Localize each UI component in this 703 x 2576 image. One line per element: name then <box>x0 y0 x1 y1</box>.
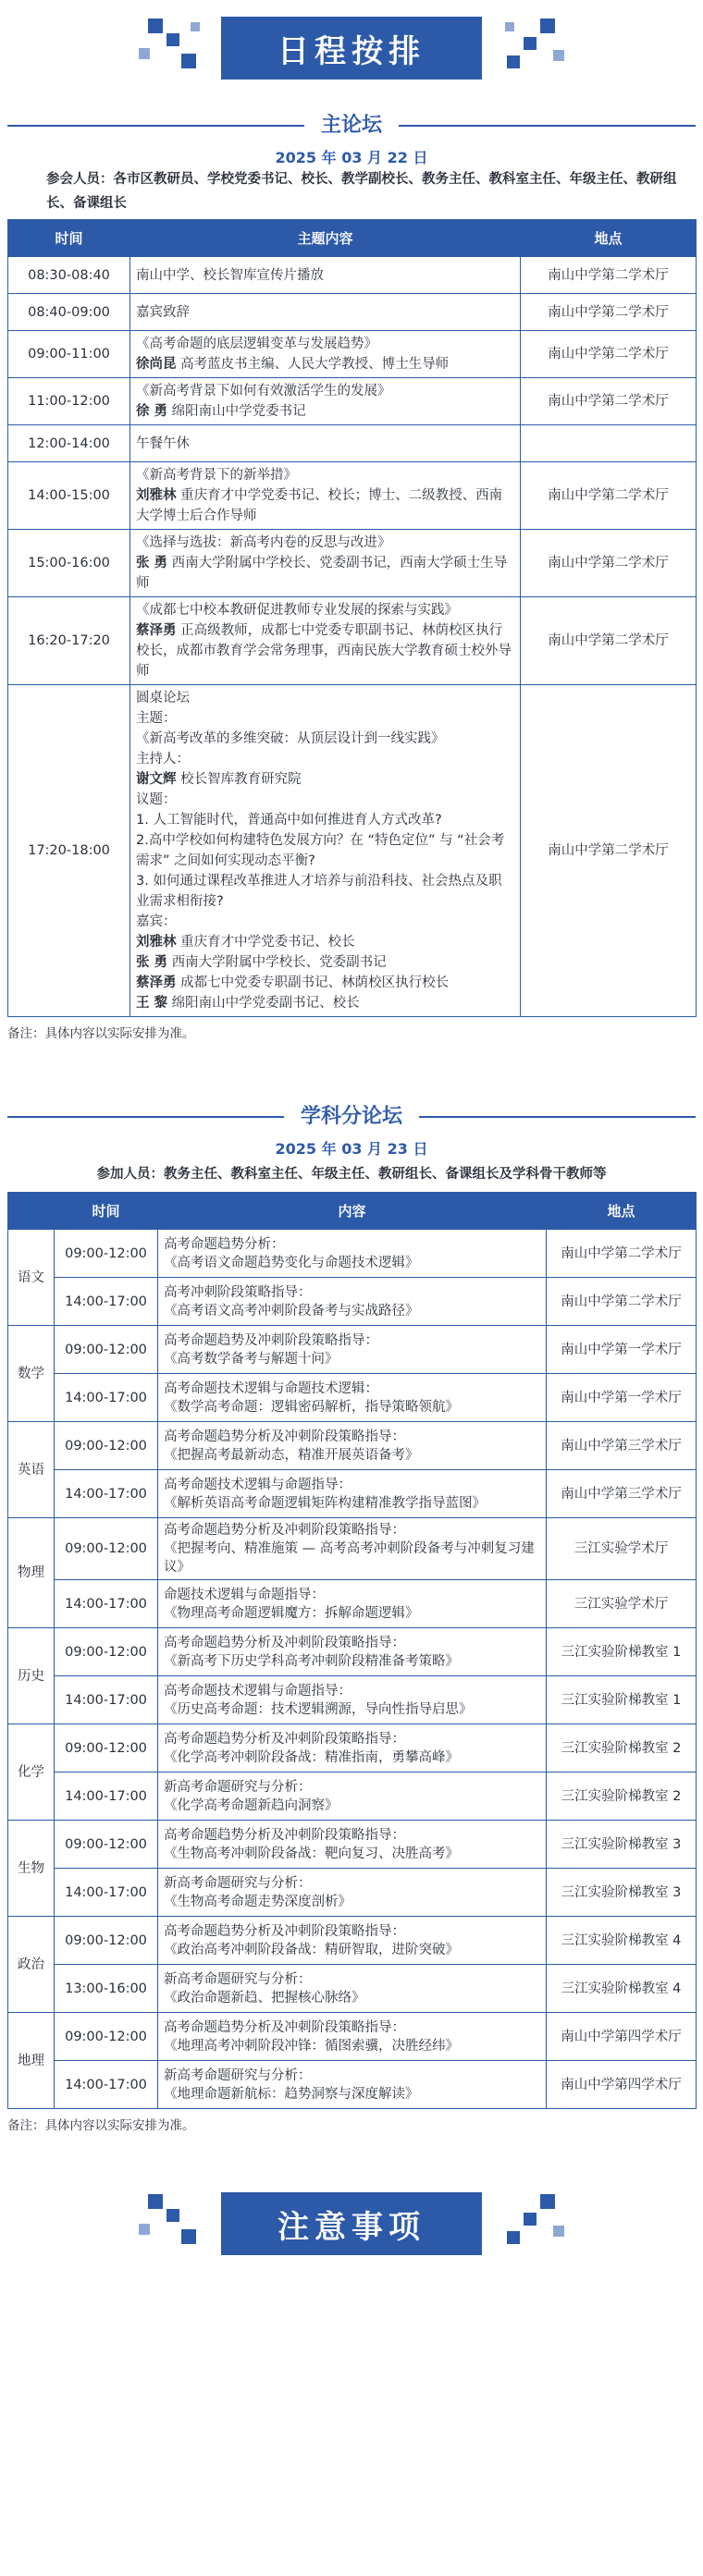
content-line: 新高考命题研究与分析： <box>164 1779 312 1795</box>
row-content <box>130 462 521 530</box>
row-place: 南山中学第二学术厅 <box>547 1278 697 1326</box>
content-line: 《解析英语高考命题逻辑矩阵构建精准教学指导蓝图》 <box>164 1495 486 1511</box>
row-time: 08:40-09:00 <box>8 294 130 331</box>
table-row <box>8 1422 697 1470</box>
table-row <box>8 257 697 294</box>
subject-name: 地理 <box>8 2013 55 2109</box>
header-subject <box>8 1193 55 1230</box>
row-time: 09:00-12:00 <box>55 1821 158 1869</box>
content-line: 《新高考下历史学科高考冲刺阶段精准备考策略》 <box>164 1653 459 1669</box>
content-line: 《把握高考最新动态，精准开展英语备考》 <box>164 1447 419 1463</box>
content-line <box>136 749 514 769</box>
row-place: 南山中学第二学术厅 <box>547 1230 697 1278</box>
table-row <box>8 1470 697 1518</box>
content-line: 新高考命题研究与分析： <box>164 1875 312 1891</box>
speaker-name: 谢文辉 <box>136 772 177 787</box>
table-row <box>8 1773 697 1821</box>
row-time: 14:00-17:00 <box>55 1676 158 1724</box>
content-line: 高考命题技术逻辑与命题技术逻辑： <box>164 1380 378 1396</box>
content-line: 《政治高考冲刺阶段备战：精研智取，进阶突破》 <box>164 1942 459 1957</box>
subject-name: 数学 <box>8 1326 55 1422</box>
row-place: 南山中学第一学术厅 <box>547 1374 697 1422</box>
row-place: 南山中学第四学术厅 <box>547 2013 697 2061</box>
content-line: 《高考语文命题趋势变化与命题技术逻辑》 <box>164 1255 419 1270</box>
header-content: 内容 <box>158 1193 547 1230</box>
row-place: 三江实验阶梯教室 3 <box>547 1869 697 1917</box>
content-line <box>136 769 514 790</box>
row-place: 三江实验阶梯教室 2 <box>547 1773 697 1821</box>
subject-name: 政治 <box>8 1917 55 2013</box>
sub-forum-title: 学科分论坛 <box>284 1100 419 1129</box>
content-line: 《生物高考命题走势深度剖析》 <box>164 1894 352 1909</box>
row-content <box>158 1917 547 1965</box>
header-time: 时间 <box>55 1193 158 1230</box>
row-place: 南山中学第二学术厅 <box>521 331 697 378</box>
row-place: 南山中学第二学术厅 <box>521 257 697 294</box>
line-text: 《新高考背景下如何有效激活学生的发展》 <box>136 384 391 399</box>
banner-bottom-title: 注意事项 <box>221 2192 482 2255</box>
table-row <box>8 294 697 331</box>
table-row <box>8 1965 697 2013</box>
row-time: 09:00-12:00 <box>55 1724 158 1773</box>
row-time: 08:30-08:40 <box>8 257 130 294</box>
row-content <box>158 1374 547 1422</box>
content-line <box>136 688 514 708</box>
line-text: 议题： <box>136 792 177 807</box>
content-line: 《物理高考命题逻辑魔方：拆解命题逻辑》 <box>164 1605 419 1621</box>
table-row <box>8 2013 697 2061</box>
row-content <box>158 1518 547 1580</box>
line-text: 西南大学附属中学校长、党委副书记 <box>171 955 387 970</box>
content-line <box>136 973 514 993</box>
header-content: 主题内容 <box>130 220 521 257</box>
main-forum-heading <box>0 105 703 146</box>
speaker-name: 王 黎 <box>136 996 168 1011</box>
content-line: 新高考命题研究与分析： <box>164 2067 312 2083</box>
speaker-name: 刘雅林 <box>136 488 177 503</box>
subject-name: 生物 <box>8 1821 55 1917</box>
row-place: 三江实验阶梯教室 4 <box>547 1917 697 1965</box>
content-line <box>136 485 514 526</box>
row-content <box>158 2013 547 2061</box>
row-place: 南山中学第三学术厅 <box>547 1422 697 1470</box>
subject-name: 化学 <box>8 1724 55 1821</box>
row-time: 09:00-12:00 <box>55 2013 158 2061</box>
sub-forum-participants: 参加人员：教务主任、教科室主任、年级主任、教研组长、备课组长及学科骨干教师等 <box>96 1167 607 1182</box>
row-time: 09:00-12:00 <box>55 1628 158 1676</box>
table-row <box>8 1724 697 1773</box>
content-line: 高考冲刺阶段策略指导： <box>164 1284 312 1300</box>
row-place <box>521 425 697 462</box>
table-row <box>8 1821 697 1869</box>
table-row <box>8 1230 697 1278</box>
row-place: 南山中学第二学术厅 <box>521 685 697 1017</box>
row-content <box>158 1278 547 1326</box>
row-place: 南山中学第四学术厅 <box>547 2061 697 2109</box>
speaker-name: 徐尚昆 <box>136 357 177 372</box>
table-row <box>8 1374 697 1422</box>
row-time: 15:00-16:00 <box>8 530 130 597</box>
content-line <box>136 533 514 553</box>
row-place: 三江实验阶梯教室 3 <box>547 1821 697 1869</box>
content-line <box>136 381 514 401</box>
row-content <box>158 1230 547 1278</box>
subject-name: 物理 <box>8 1518 55 1628</box>
row-time: 09:00-12:00 <box>55 1917 158 1965</box>
main-forum-date: 2025 年 03 月 22 日 <box>275 149 428 166</box>
line-text: 成都七中党委专职副书记、林荫校区执行校长 <box>180 975 450 990</box>
row-place: 南山中学第三学术厅 <box>547 1470 697 1518</box>
row-time: 09:00-12:00 <box>55 1326 158 1374</box>
content-line <box>136 952 514 973</box>
content-line: 新高考命题研究与分析： <box>164 1971 312 1987</box>
main-forum-table <box>7 219 697 1017</box>
content-line <box>136 790 514 810</box>
banner-top <box>0 0 703 80</box>
row-content <box>130 257 521 294</box>
content-line: 《地理高考冲刺阶段冲锋：循图索骥，决胜经纬》 <box>164 2038 459 2054</box>
row-time: 14:00-17:00 <box>55 1580 158 1628</box>
speaker-name: 张 勇 <box>136 955 168 970</box>
row-content <box>130 294 521 331</box>
row-content <box>158 1628 547 1676</box>
content-line: 《历史高考命题：技术逻辑溯源，导向性指导启思》 <box>164 1701 473 1717</box>
content-line <box>136 729 514 749</box>
content-line: 高考命题趋势及冲刺阶段策略指导： <box>164 1332 378 1348</box>
content-line <box>136 354 514 374</box>
row-place: 南山中学第二学术厅 <box>521 294 697 331</box>
sub-forum-heading <box>0 1097 703 1137</box>
line-text: 嘉宾致辞 <box>136 304 190 320</box>
table-row <box>8 597 697 685</box>
line-text: 绵阳南山中学党委副书记、校长 <box>171 996 360 1011</box>
line-text: 1. 人工智能时代，普通高中如何推进育人方式改革? <box>136 813 442 828</box>
content-line: 高考命题趋势分析及冲刺阶段策略指导： <box>164 1429 405 1444</box>
row-time: 14:00-17:00 <box>55 1374 158 1422</box>
row-time: 14:00-17:00 <box>55 1470 158 1518</box>
table-row <box>8 1917 697 1965</box>
content-line: 《数学高考命题：逻辑密码解析，指导策略领航》 <box>164 1399 459 1415</box>
content-line <box>136 810 514 830</box>
row-place: 三江实验阶梯教室 1 <box>547 1676 697 1724</box>
content-line <box>136 553 514 594</box>
main-forum-title: 主论坛 <box>304 109 399 138</box>
row-content <box>130 331 521 378</box>
sub-forum-date: 2025 年 03 月 23 日 <box>275 1140 428 1158</box>
content-line: 高考命题趋势分析及冲刺阶段策略指导： <box>164 1923 405 1939</box>
line-text: 3. 如何通过课程改革推进人才培养与前沿科技、社会热点及职业需求相衔接? <box>136 874 502 909</box>
main-forum-participants: 参会人员：各市区教研员、学校党委书记、校长、教学副校长、教务主任、教科室主任、年级主任、教研组长、备课组长 <box>46 172 677 211</box>
speaker-name: 蔡泽勇 <box>136 975 177 990</box>
row-content <box>130 597 521 685</box>
row-time: 14:00-17:00 <box>55 2061 158 2109</box>
line-text: 绵阳南山中学党委书记 <box>171 404 306 419</box>
content-line: 高考命题趋势分析及冲刺阶段策略指导： <box>164 1827 405 1843</box>
row-content <box>158 1580 547 1628</box>
subject-name: 历史 <box>8 1628 55 1724</box>
row-place: 南山中学第二学术厅 <box>521 378 697 425</box>
line-text: 主持人： <box>136 752 190 767</box>
line-text: 《新高考改革的多维突破：从顶层设计到一线实践》 <box>136 731 445 746</box>
subject-name: 英语 <box>8 1422 55 1518</box>
row-place: 三江实验学术厅 <box>547 1580 697 1628</box>
table-row <box>8 1518 697 1580</box>
table-row <box>8 1580 697 1628</box>
table-row <box>8 1326 697 1374</box>
content-line: 高考命题趋势分析及冲刺阶段策略指导： <box>164 2019 405 2035</box>
content-line: 命题技术逻辑与命题指导： <box>164 1587 325 1602</box>
table-row <box>8 1869 697 1917</box>
row-time: 16:20-17:20 <box>8 597 130 685</box>
content-line <box>136 600 514 620</box>
content-line <box>136 830 514 871</box>
speaker-name: 蔡泽勇 <box>136 623 177 638</box>
row-time: 13:00-16:00 <box>55 1965 158 2013</box>
table-row <box>8 685 697 1017</box>
content-line: 《生物高考冲刺阶段备战：靶向复习、决胜高考》 <box>164 1846 459 1861</box>
row-place: 三江实验阶梯教室 4 <box>547 1965 697 2013</box>
row-place: 三江实验学术厅 <box>547 1518 697 1580</box>
row-content <box>158 1773 547 1821</box>
content-line <box>136 912 514 932</box>
content-line: 《化学高考冲刺阶段备战：精准指南，勇攀高峰》 <box>164 1749 459 1765</box>
content-line <box>136 932 514 952</box>
table-row <box>8 1628 697 1676</box>
row-content <box>158 1422 547 1470</box>
row-time: 11:00-12:00 <box>8 378 130 425</box>
content-line <box>136 465 514 485</box>
line-text: 圆桌论坛 <box>136 691 190 705</box>
table-row <box>8 331 697 378</box>
row-content <box>158 1724 547 1773</box>
row-content <box>158 1965 547 2013</box>
table-row <box>8 1676 697 1724</box>
row-place: 三江实验阶梯教室 1 <box>547 1628 697 1676</box>
content-line: 《高考数学备考与解题十问》 <box>164 1351 339 1367</box>
content-line: 高考命题趋势分析： <box>164 1236 285 1252</box>
content-line <box>136 401 514 422</box>
sub-forum-note: 备注：具体内容以实际安排为准。 <box>7 2118 195 2133</box>
line-text: 《选择与选拔：新高考内卷的反思与改进》 <box>136 535 391 550</box>
header-place: 地点 <box>521 220 697 257</box>
table-row <box>8 2061 697 2109</box>
row-content <box>130 378 521 425</box>
content-line: 《高考语文高考冲刺阶段备考与实战路径》 <box>164 1303 419 1319</box>
row-time: 12:00-14:00 <box>8 425 130 462</box>
row-place: 南山中学第一学术厅 <box>547 1326 697 1374</box>
row-place: 南山中学第二学术厅 <box>521 530 697 597</box>
row-time: 14:00-17:00 <box>55 1773 158 1821</box>
line-text: 南山中学、校长智库宣传片播放 <box>136 267 324 283</box>
line-text: 午餐午休 <box>136 435 190 451</box>
content-line <box>136 620 514 681</box>
line-text: 《新高考背景下的新举措》 <box>136 468 297 483</box>
content-line <box>136 434 514 454</box>
row-time: 09:00-12:00 <box>55 1422 158 1470</box>
table-row <box>8 462 697 530</box>
line-text: 西南大学附属中学校长、党委副书记，西南大学硕士生导师 <box>136 556 508 591</box>
row-time: 14:00-17:00 <box>55 1278 158 1326</box>
banner-top-title: 日程按排 <box>221 17 482 80</box>
line-text: 嘉宾： <box>136 914 177 929</box>
speaker-name: 刘雅林 <box>136 935 177 950</box>
content-line: 高考命题趋势分析及冲刺阶段策略指导： <box>164 1523 405 1538</box>
content-line <box>136 708 514 729</box>
line-text: 主题： <box>136 711 177 726</box>
content-line: 高考命题技术逻辑与命题指导： <box>164 1477 352 1492</box>
line-text: 2.高中学校如何构建特色发展方向？在 “特色定位” 与 “社会考需求” 之间如何实现动态平衡? <box>136 833 505 868</box>
row-content <box>130 530 521 597</box>
sub-forum-table <box>7 1192 697 2109</box>
row-time: 09:00-12:00 <box>55 1518 158 1580</box>
table-row <box>8 378 697 425</box>
row-content <box>158 1326 547 1374</box>
content-line: 高考命题趋势分析及冲刺阶段策略指导： <box>164 1635 405 1650</box>
content-line: 高考命题趋势分析及冲刺阶段策略指导： <box>164 1731 405 1747</box>
speaker-name: 徐 勇 <box>136 404 168 419</box>
table-row <box>8 425 697 462</box>
line-text: 校长智库教育研究院 <box>180 772 302 787</box>
row-time: 09:00-11:00 <box>8 331 130 378</box>
row-place: 南山中学第二学术厅 <box>521 597 697 685</box>
line-text: 重庆育才中学党委书记、校长 <box>180 935 355 950</box>
speaker-name: 张 勇 <box>136 556 168 570</box>
line-text: 高考蓝皮书主编、人民大学教授、博士生导师 <box>180 357 450 372</box>
content-line <box>136 993 514 1013</box>
row-time: 09:00-12:00 <box>55 1230 158 1278</box>
main-forum-note: 备注：具体内容以实际安排为准。 <box>7 1026 195 1041</box>
content-line <box>136 265 514 286</box>
row-content <box>158 2061 547 2109</box>
content-line: 《化学高考命题新趋向洞察》 <box>164 1797 339 1813</box>
subject-name: 语文 <box>8 1230 55 1326</box>
table-row <box>8 1278 697 1326</box>
header-time: 时间 <box>8 220 130 257</box>
line-text: 正高级教师，成都七中党委专职副书记、林荫校区执行校长，成都市教育学会常务理事，西南民族大学教育硕士校外导师 <box>136 623 512 679</box>
row-content <box>158 1869 547 1917</box>
content-line <box>136 302 514 323</box>
line-text: 重庆育才中学党委书记、校长；博士、二级教授、西南大学博士后合作导师 <box>136 488 503 523</box>
row-place: 三江实验阶梯教室 2 <box>547 1724 697 1773</box>
row-time: 14:00-17:00 <box>55 1869 158 1917</box>
header-place: 地点 <box>547 1193 697 1230</box>
content-line <box>136 871 514 912</box>
content-line <box>136 334 514 354</box>
line-text: 《高考命题的底层逻辑变革与发展趋势》 <box>136 337 377 351</box>
row-time: 14:00-15:00 <box>8 462 130 530</box>
banner-bottom <box>0 2176 703 2255</box>
row-content <box>130 425 521 462</box>
row-content <box>130 685 521 1017</box>
content-line: 《地理命题新航标：趋势洞察与深度解读》 <box>164 2086 419 2102</box>
row-content <box>158 1821 547 1869</box>
row-time: 17:20-18:00 <box>8 685 130 1017</box>
row-place: 南山中学第二学术厅 <box>521 462 697 530</box>
table-row <box>8 530 697 597</box>
row-content <box>158 1470 547 1518</box>
content-line: 高考命题技术逻辑与命题指导： <box>164 1683 352 1699</box>
content-line: 《政治命题新趋、把握核心脉络》 <box>164 1990 365 2006</box>
content-line: 《把握考向、精准施策 — 高考高考冲刺阶段备考与冲刺复习建议》 <box>164 1541 535 1575</box>
row-content <box>158 1676 547 1724</box>
line-text: 《成都七中校本教研促进教师专业发展的探索与实践》 <box>136 603 458 618</box>
